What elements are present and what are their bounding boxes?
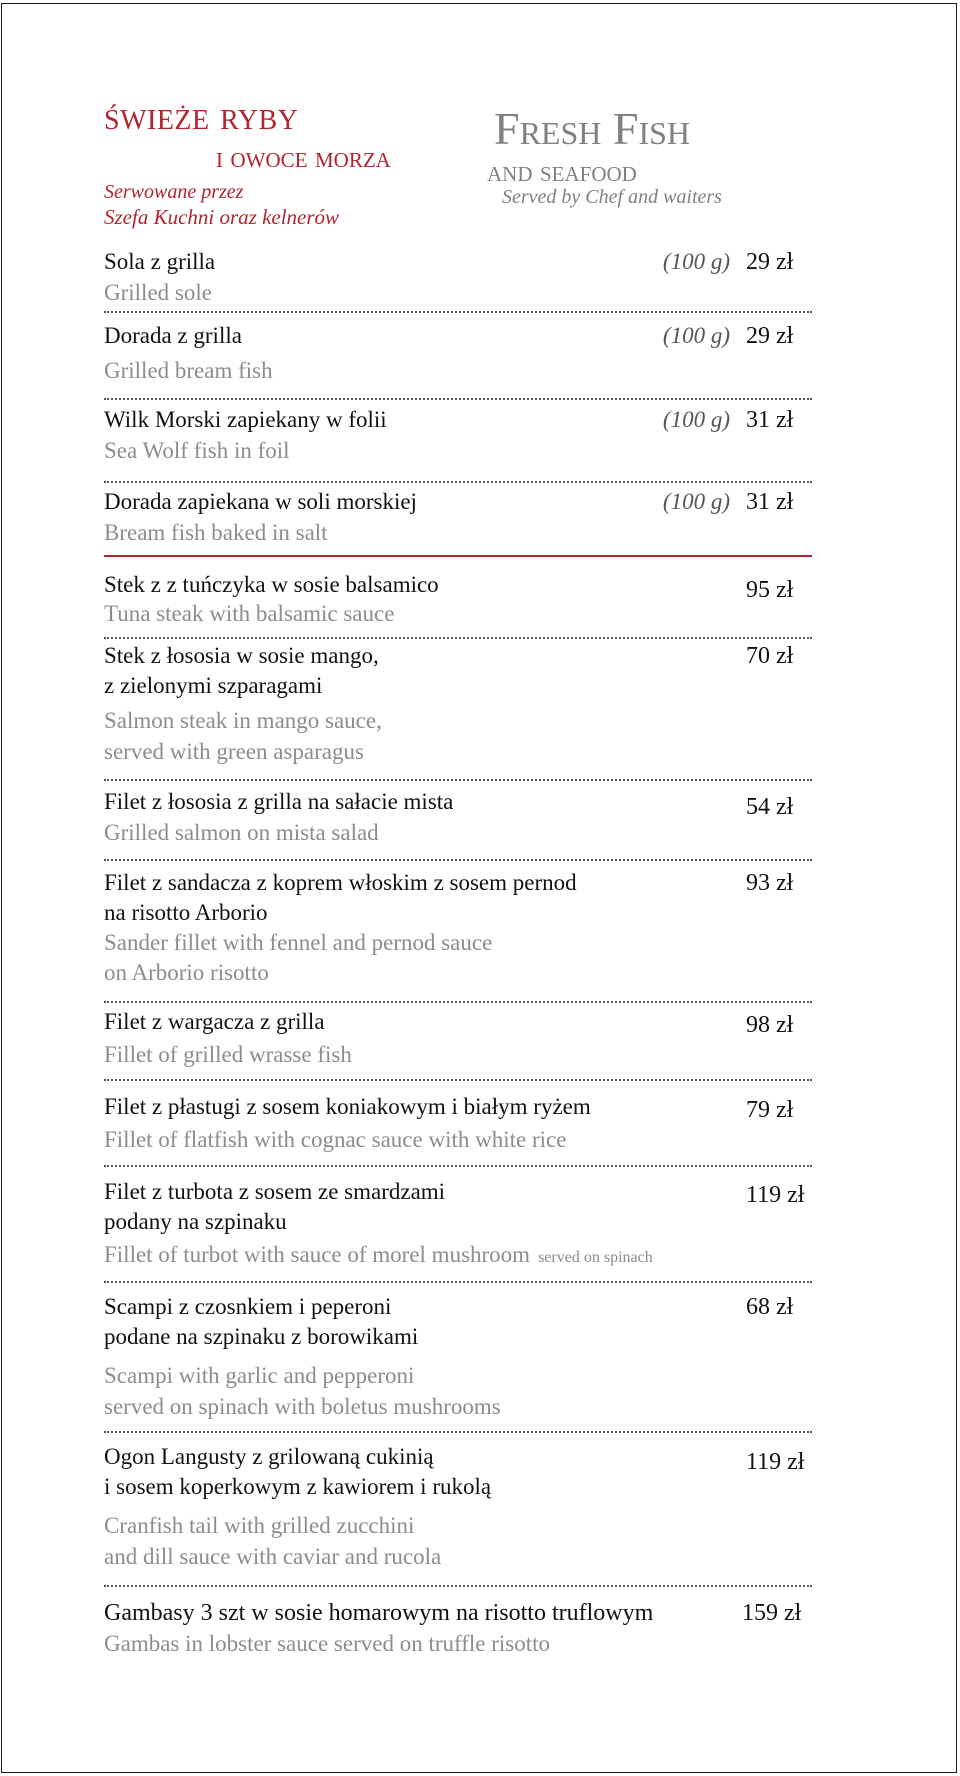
dotted-divider xyxy=(104,311,812,313)
item-name-line2: podany na szpinaku xyxy=(104,1209,287,1234)
item-description: Fillet of turbot with sauce of morel mushroom xyxy=(104,1242,531,1267)
item-description-line2: on Arborio risotto xyxy=(104,960,269,985)
item-description-line2: served with green asparagus xyxy=(104,739,364,764)
item-name-line2: podane na szpinaku z borowikami xyxy=(104,1324,419,1349)
item-name: Dorada zapiekana w soli morskiej xyxy=(104,489,417,514)
item-description: Bream fish baked in salt xyxy=(104,520,328,545)
item-price: 119 zł xyxy=(746,1182,805,1208)
menu-item xyxy=(104,1292,812,1422)
item-weight: (100 g) xyxy=(662,407,730,432)
menu-item xyxy=(104,868,812,988)
item-name: Sola z grilla xyxy=(104,249,216,274)
item-description-note: served on spinach xyxy=(538,1249,653,1266)
menu-item xyxy=(104,1007,812,1070)
menu-item xyxy=(104,321,812,386)
item-name-line2: na risotto Arborio xyxy=(104,900,268,925)
item-description: Salmon steak in mango sauce, xyxy=(104,708,382,733)
item-description-line2: served on spinach with boletus mushrooms xyxy=(104,1394,501,1419)
item-description: Grilled bream fish xyxy=(104,358,273,383)
item-name: Filet z płastugi z sosem koniakowym i białym ryżem xyxy=(104,1094,591,1119)
menu-item xyxy=(104,787,812,848)
english-subtitle: Served by Chef and waiters xyxy=(502,186,722,208)
item-weight: (100 g) xyxy=(662,323,730,348)
menu-item xyxy=(104,1177,812,1273)
item-description: Grilled salmon on mista salad xyxy=(104,820,379,845)
item-name: Filet z sandacza z koprem włoskim z sosem pernod xyxy=(104,870,577,895)
dotted-divider xyxy=(104,398,812,400)
dotted-divider xyxy=(104,1431,812,1433)
item-name: Filet z wargacza z grilla xyxy=(104,1009,325,1034)
dotted-divider xyxy=(104,1281,812,1283)
item-price: 68 zł xyxy=(746,1294,794,1320)
polish-subtitle: Serwowane przez xyxy=(104,181,244,203)
item-price: 93 zł xyxy=(746,870,794,896)
section-divider xyxy=(104,555,812,557)
item-description-line2: and dill sauce with caviar and rucola xyxy=(104,1544,442,1569)
item-name: Stek z łososia w sosie mango, xyxy=(104,643,379,668)
item-description: Grilled sole xyxy=(104,280,212,305)
menu-item xyxy=(104,1092,812,1155)
item-name: Filet z turbota z sosem ze smardzami xyxy=(104,1179,446,1204)
item-price: 95 zł xyxy=(746,577,794,603)
dotted-divider xyxy=(104,1001,812,1003)
item-price: 29 zł xyxy=(746,323,794,349)
polish-subtitle-line2: Szefa Kuchni oraz kelnerów xyxy=(104,205,340,229)
item-price: 29 zł xyxy=(746,249,794,275)
polish-title: świeże ryby xyxy=(104,93,299,138)
dotted-divider xyxy=(104,481,812,483)
menu-item xyxy=(104,487,812,548)
polish-title-line2: i owoce morza xyxy=(216,141,391,174)
item-weight: (100 g) xyxy=(662,489,730,514)
item-price: 54 zł xyxy=(746,794,794,820)
item-description: Fillet of flatfish with cognac sauce with white rice xyxy=(104,1127,567,1152)
item-name: Scampi z czosnkiem i peperoni xyxy=(104,1294,392,1319)
dotted-divider xyxy=(104,1079,812,1081)
menu-item xyxy=(104,1442,812,1572)
english-title-line2: and seafood xyxy=(487,155,637,188)
dotted-divider xyxy=(104,1585,812,1587)
menu-item xyxy=(104,1598,812,1659)
item-name: Wilk Morski zapiekany w folii xyxy=(104,407,387,432)
item-name: Filet z łososia z grilla na sałacie mista xyxy=(104,789,454,814)
item-description: Gambas in lobster sauce served on truffle risotto xyxy=(104,1631,551,1656)
english-title: Fresh Fish xyxy=(494,103,691,154)
item-description: Sea Wolf fish in foil xyxy=(104,438,290,463)
item-description: Fillet of grilled wrasse fish xyxy=(104,1042,352,1067)
item-price: 159 zł xyxy=(742,1600,802,1626)
item-name-line2: z zielonymi szparagami xyxy=(104,673,323,698)
item-price: 98 zł xyxy=(746,1012,794,1038)
menu-item xyxy=(104,247,812,308)
item-price: 31 zł xyxy=(746,489,794,515)
item-price: 79 zł xyxy=(746,1097,794,1123)
dotted-divider xyxy=(104,1165,812,1167)
menu-item xyxy=(104,405,812,466)
item-description: Scampi with garlic and pepperoni xyxy=(104,1363,415,1388)
item-description: Sander fillet with fennel and pernod sauce xyxy=(104,930,493,955)
dotted-divider xyxy=(104,637,812,639)
item-name: Dorada z grilla xyxy=(104,323,242,348)
item-price: 31 zł xyxy=(746,407,794,433)
item-description: Cranfish tail with grilled zucchini xyxy=(104,1513,415,1538)
item-price: 70 zł xyxy=(746,643,794,669)
item-price: 119 zł xyxy=(746,1449,805,1475)
menu-item xyxy=(104,570,812,628)
dotted-divider xyxy=(104,859,812,861)
item-name: Gambasy 3 szt w sosie homarowym na risotto truflowym xyxy=(104,1600,654,1626)
item-name: Stek z z tuńczyka w sosie balsamico xyxy=(104,572,439,597)
item-name-line2: i sosem koperkowym z kawiorem i rukolą xyxy=(104,1474,492,1499)
item-description: Tuna steak with balsamic sauce xyxy=(104,601,395,626)
item-name: Ogon Langusty z grilowaną cukinią xyxy=(104,1444,434,1469)
menu-item xyxy=(104,641,812,767)
dotted-divider xyxy=(104,779,812,781)
item-weight: (100 g) xyxy=(662,249,730,274)
